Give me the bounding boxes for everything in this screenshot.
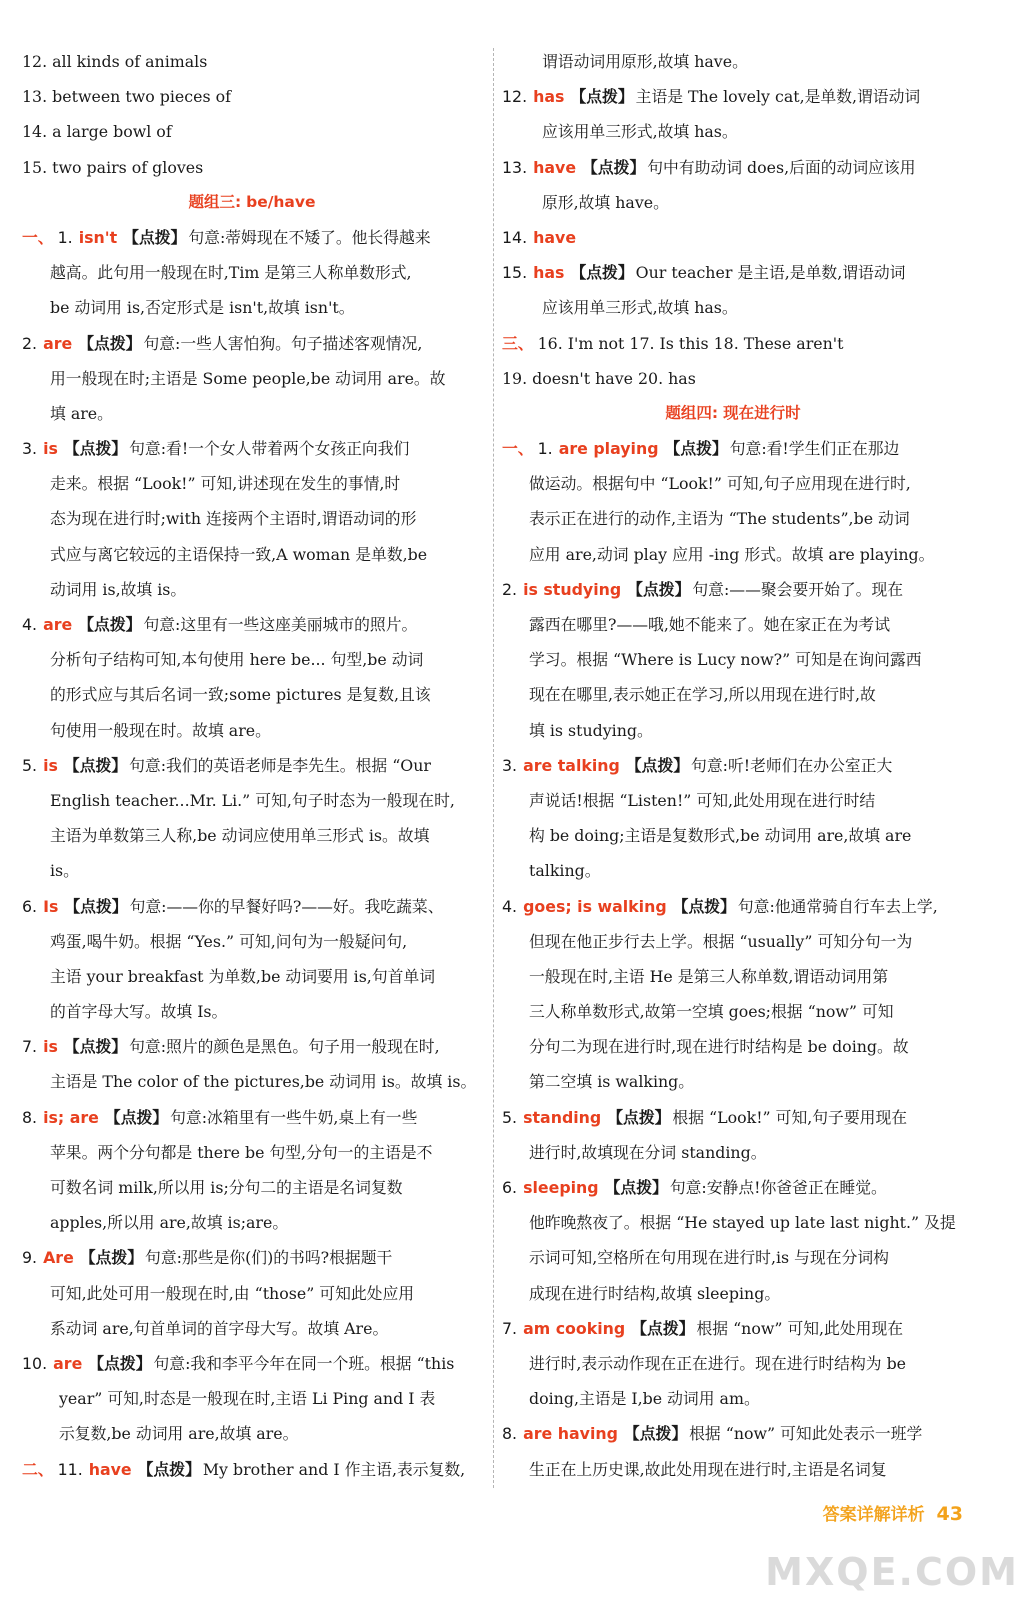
answer-item xyxy=(502,1416,964,1451)
explanation-line: 主语 your breakfast 为单数,be 动词要用 is,句首单词 xyxy=(50,966,436,986)
explanation-line: 应该用单三形式,故填 has。 xyxy=(542,122,738,142)
item-number: 15. xyxy=(502,263,528,283)
item-number: 6. xyxy=(22,896,38,916)
explanation-line: 式应与离它较远的主语保持一致,A woman 是单数,be xyxy=(50,544,428,564)
hint-tag: 【点拨】 xyxy=(123,227,187,247)
item-number: 8. xyxy=(502,1424,518,1444)
answer: is studying xyxy=(523,579,622,599)
explanation-line: English teacher...Mr. Li.” 可知,句子时态为一般现在时, xyxy=(50,790,455,810)
answer: has xyxy=(533,263,565,283)
answer: goes; is walking xyxy=(523,896,667,916)
explanation: My brother and I 作主语,表示复数, xyxy=(202,1459,466,1479)
answer: have xyxy=(533,227,577,247)
answer: is xyxy=(43,439,58,459)
explanation-line: 现在在哪里,表示她正在学习,所以用现在进行时,故 xyxy=(529,685,876,705)
explanation-line: 应该用单三形式,故填 has。 xyxy=(542,298,738,318)
answer-line: 13. between two pieces of xyxy=(22,87,231,107)
explanation: 主语是 The lovely cat,是单数,谓语动词 xyxy=(635,87,921,107)
hint-tag: 【点拨】 xyxy=(625,755,690,775)
explanation-line: 的形式应与其后名词一致;some pictures 是复数,且该 xyxy=(50,685,431,705)
explanation-line: 分句二为现在进行时,现在进行时结构是 be doing。故 xyxy=(529,1037,909,1057)
answer-item xyxy=(502,572,964,607)
answer-item xyxy=(22,748,482,783)
hint-tag: 【点拨】 xyxy=(64,896,128,916)
explanation-line: 可知,此处可用一般现在时,由 “those” 可知此处应用 xyxy=(50,1283,415,1303)
explanation: 句意:一些人害怕狗。句子描述客观情况, xyxy=(143,333,423,353)
group-topic: be/have xyxy=(246,192,316,211)
footer-label: 答案详解详析 xyxy=(822,1505,925,1525)
section-marker: 一、 xyxy=(502,439,534,459)
section-marker: 二、 xyxy=(22,1459,54,1479)
answer: standing xyxy=(523,1107,602,1127)
explanation-line: 态为现在进行时;with 连接两个主语时,谓语动词的形 xyxy=(50,509,417,529)
item-number: 8. xyxy=(22,1107,38,1127)
explanation: 句意:这里有一些这座美丽城市的照片。 xyxy=(143,615,418,634)
hint-tag: 【点拨】 xyxy=(604,1178,668,1197)
answer: is xyxy=(43,1037,58,1057)
explanation-line: 学习。根据 “Where is Lucy now?” 可知是在询问露西 xyxy=(529,650,922,670)
group-title: 题组三: xyxy=(188,192,242,211)
explanation: 句意:我和李平今年在同一个班。根据 “this xyxy=(153,1353,455,1373)
explanation: 句意:听!老师们在办公室正大 xyxy=(691,755,893,775)
answer-item xyxy=(502,748,964,783)
item-number: 1. xyxy=(57,227,73,247)
explanation: Our teacher 是主语,是单数,谓语动词 xyxy=(635,263,906,283)
explanation: 句意:我们的英语老师是李先生。根据 “Our xyxy=(129,755,431,775)
answer: Is xyxy=(43,896,59,916)
explanation-line: 进行时,故填现在分词 standing。 xyxy=(529,1142,767,1162)
explanation: 句中有助动词 does,后面的动词应该用 xyxy=(647,157,916,177)
explanation-line: 越高。此句用一般现在时,Tim 是第三人称单数形式, xyxy=(50,263,412,283)
explanation: 根据 “now” 可知,此处用现在 xyxy=(696,1318,904,1338)
answer-item xyxy=(502,326,964,361)
explanation-line: 做运动。根据句中 “Look!” 可知,句子应用现在进行时, xyxy=(529,474,911,494)
group-heading xyxy=(22,185,482,220)
answer: sleeping xyxy=(523,1178,599,1197)
answer-line: 12. all kinds of animals xyxy=(22,52,208,71)
explanation-line: 成现在进行时结构,故填 sleeping。 xyxy=(529,1283,781,1303)
watermark: MXQE.COM xyxy=(765,1550,1019,1594)
item-number: 5. xyxy=(502,1107,518,1127)
explanation-line: 但现在他正步行去上学。根据 “usually” 可知分句一为 xyxy=(529,931,913,951)
explanation-line: doing,主语是 I,be 动词用 am。 xyxy=(529,1389,760,1409)
page-number: 43 xyxy=(936,1503,963,1525)
answer-item xyxy=(22,1029,482,1064)
hint-tag: 【点拨】 xyxy=(104,1107,169,1127)
answer: Are xyxy=(43,1248,74,1268)
answer: have xyxy=(533,157,577,177)
answer: has xyxy=(533,87,565,107)
hint-tag: 【点拨】 xyxy=(63,1037,128,1057)
explanation-line: 第二空填 is walking。 xyxy=(529,1072,695,1092)
answer-item xyxy=(502,1170,964,1205)
answer-item xyxy=(502,220,964,255)
item-number: 6. xyxy=(502,1178,518,1197)
explanation-line: 示复数,be 动词用 are,故填 are。 xyxy=(59,1424,299,1444)
explanation: 句意:照片的颜色是黑色。句子用一般现在时, xyxy=(129,1037,440,1057)
item-number: 2. xyxy=(502,579,518,599)
hint-tag: 【点拨】 xyxy=(63,755,128,775)
hint-tag: 【点拨】 xyxy=(570,87,634,107)
explanation-line: 一般现在时,主语 He 是第三人称单数,谓语动词用第 xyxy=(529,966,889,986)
explanation-line: 谓语动词用原形,故填 have。 xyxy=(542,52,748,71)
explanation: 句意:安静点!你爸爸正在睡觉。 xyxy=(669,1178,887,1197)
answer-item xyxy=(22,607,482,642)
answer-item xyxy=(502,150,964,185)
explanation-line: 填 is studying。 xyxy=(529,720,653,740)
answer-item xyxy=(22,431,482,466)
hint-tag: 【点拨】 xyxy=(79,1248,144,1268)
item-number: 10. xyxy=(22,1353,48,1373)
explanation-line: 主语是 The color of the pictures,be 动词用 is。故填 is。 xyxy=(50,1072,477,1092)
item-number: 13. xyxy=(502,157,528,177)
group-heading xyxy=(502,396,964,431)
answer-item xyxy=(502,889,964,924)
explanation: 句意:看!一个女人带着两个女孩正向我们 xyxy=(129,439,410,459)
hint-tag: 【点拨】 xyxy=(623,1424,688,1444)
explanation-line: 进行时,表示动作现在正在进行。现在进行时结构为 be xyxy=(529,1353,907,1373)
explanation-line: 可数名词 milk,所以用 is;分句二的主语是名词复数 xyxy=(50,1178,403,1197)
answer: are xyxy=(43,615,73,634)
explanation: 根据 “Look!” 可知,句子要用现在 xyxy=(672,1107,908,1127)
right-column xyxy=(502,44,964,1487)
explanation-line: 分析句子结构可知,本句使用 here be... 句型,be 动词 xyxy=(50,650,424,670)
answer: are talking xyxy=(523,755,620,775)
answer-item xyxy=(22,1346,482,1381)
hint-tag: 【点拨】 xyxy=(88,1353,152,1373)
answer: is; are xyxy=(43,1107,99,1127)
hint-tag: 【点拨】 xyxy=(78,333,142,353)
answer: have xyxy=(88,1459,132,1479)
hint-tag: 【点拨】 xyxy=(570,263,634,283)
explanation: 句意:看!学生们正在那边 xyxy=(729,439,900,459)
explanation-line: year” 可知,时态是一般现在时,主语 Li Ping and I 表 xyxy=(59,1389,436,1409)
explanation-line: 他昨晚熬夜了。根据 “He stayed up late last night.” 及提 xyxy=(529,1213,956,1233)
explanation-line: 露西在哪里?——哦,她不能来了。她在家正在为考试 xyxy=(529,615,891,634)
item-number: 4. xyxy=(502,896,518,916)
answer: is xyxy=(43,755,58,775)
answer-item xyxy=(502,255,964,290)
section-marker: 三、 xyxy=(502,333,534,353)
explanation-line: 生正在上历史课,故此处用现在进行时,主语是名词复 xyxy=(529,1459,887,1479)
hint-tag: 【点拨】 xyxy=(627,579,691,599)
answer-item xyxy=(502,79,964,114)
answer-line: 14. a large bowl of xyxy=(22,122,172,142)
hint-tag: 【点拨】 xyxy=(78,615,142,634)
explanation-line: 示词可知,空格所在句用现在进行时,is 与现在分词构 xyxy=(529,1248,889,1268)
explanation: 句意:那些是你(们)的书吗?根据题干 xyxy=(145,1248,393,1268)
hint-tag: 【点拨】 xyxy=(664,439,728,459)
explanation-line: 填 are。 xyxy=(50,403,113,423)
hint-tag: 【点拨】 xyxy=(582,157,646,177)
explanation-line: talking。 xyxy=(529,861,601,881)
answer-item xyxy=(22,889,482,924)
hint-tag: 【点拨】 xyxy=(63,439,128,459)
group-title: 题组四: xyxy=(665,403,719,422)
answer-list: 19. doesn't have 20. has xyxy=(502,368,696,388)
explanation: 句意:蒂姆现在不矮了。他长得越来 xyxy=(188,227,431,247)
answer: are having xyxy=(523,1424,618,1444)
answer-item xyxy=(22,220,482,255)
answer-item xyxy=(502,431,964,466)
explanation-line: 鸡蛋,喝牛奶。根据 “Yes.” 可知,问句为一般疑问句, xyxy=(50,931,408,951)
explanation-line: 构 be doing;主语是复数形式,be 动词用 are,故填 are xyxy=(529,826,912,846)
item-number: 4. xyxy=(22,615,38,634)
explanation-line: 三人称单数形式,故第一空填 goes;根据 “now” 可知 xyxy=(529,1002,894,1022)
item-number: 14. xyxy=(502,227,528,247)
answer-list: 16. I'm not 17. Is this 18. These aren't xyxy=(537,333,844,353)
answer: are xyxy=(53,1353,83,1373)
explanation-line: 句使用一般现在时。故填 are。 xyxy=(50,720,271,740)
explanation-line: 苹果。两个分句都是 there be 句型,分句一的主语是不 xyxy=(50,1142,433,1162)
answer-item xyxy=(22,1240,482,1275)
explanation-line: 表示正在进行的动作,主语为 “The students”,be 动词 xyxy=(529,509,910,529)
hint-tag: 【点拨】 xyxy=(672,896,736,916)
footer xyxy=(823,1500,963,1525)
answer-item xyxy=(502,1311,964,1346)
item-number: 2. xyxy=(22,333,38,353)
explanation: 句意:他通常骑自行车去上学, xyxy=(737,896,938,916)
answer: isn't xyxy=(78,227,118,247)
explanation: 根据 “now” 可知此处表示一班学 xyxy=(689,1424,923,1444)
explanation-line: 应用 are,动词 play 应用 -ing 形式。故填 are playing。 xyxy=(529,544,935,564)
explanation-line: 声说话!根据 “Listen!” 可知,此处用现在进行时结 xyxy=(529,790,876,810)
column-divider xyxy=(493,48,494,1488)
explanation: 句意:——聚会要开始了。现在 xyxy=(692,579,904,599)
item-number: 9. xyxy=(22,1248,38,1268)
item-number: 3. xyxy=(502,755,518,775)
hint-tag: 【点拨】 xyxy=(607,1107,671,1127)
answer: am cooking xyxy=(523,1318,626,1338)
item-number: 7. xyxy=(502,1318,518,1338)
section-marker: 一、 xyxy=(22,227,54,247)
answer: are playing xyxy=(558,439,659,459)
explanation-line: is。 xyxy=(50,861,79,881)
hint-tag: 【点拨】 xyxy=(631,1318,695,1338)
explanation-line: 主语为单数第三人称,be 动词应使用单三形式 is。故填 xyxy=(50,826,430,846)
answer-line: 15. two pairs of gloves xyxy=(22,157,204,177)
item-number: 5. xyxy=(22,755,38,775)
explanation-line: 动词用 is,故填 is。 xyxy=(50,579,187,599)
answer: are xyxy=(43,333,73,353)
explanation-line: 系动词 are,句首单词的首字母大写。故填 Are。 xyxy=(50,1318,389,1338)
answer-item xyxy=(502,1100,964,1135)
explanation: 句意:——你的早餐好吗?——好。我吃蔬菜、 xyxy=(129,896,444,916)
item-number: 7. xyxy=(22,1037,38,1057)
item-number: 11. xyxy=(57,1459,83,1479)
explanation-line: apples,所以用 are,故填 is;are。 xyxy=(50,1213,289,1233)
explanation-line: be 动词用 is,否定形式是 isn't,故填 isn't。 xyxy=(50,298,355,318)
explanation-line: 的首字母大写。故填 Is。 xyxy=(50,1002,228,1022)
hint-tag: 【点拨】 xyxy=(137,1459,201,1479)
answer-item xyxy=(22,1100,482,1135)
explanation: 句意:冰箱里有一些牛奶,桌上有一些 xyxy=(170,1107,418,1127)
answer-item xyxy=(22,326,482,361)
answer-item xyxy=(22,1452,482,1487)
explanation-line: 原形,故填 have。 xyxy=(542,192,669,212)
item-number: 1. xyxy=(537,439,553,459)
item-number: 3. xyxy=(22,439,38,459)
explanation-line: 用一般现在时;主语是 Some people,be 动词用 are。故 xyxy=(50,368,446,388)
left-column xyxy=(22,44,482,1487)
item-number: 12. xyxy=(502,87,528,107)
explanation-line: 走来。根据 “Look!” 可知,讲述现在发生的事情,时 xyxy=(50,474,401,494)
group-topic: 现在进行时 xyxy=(723,403,801,422)
